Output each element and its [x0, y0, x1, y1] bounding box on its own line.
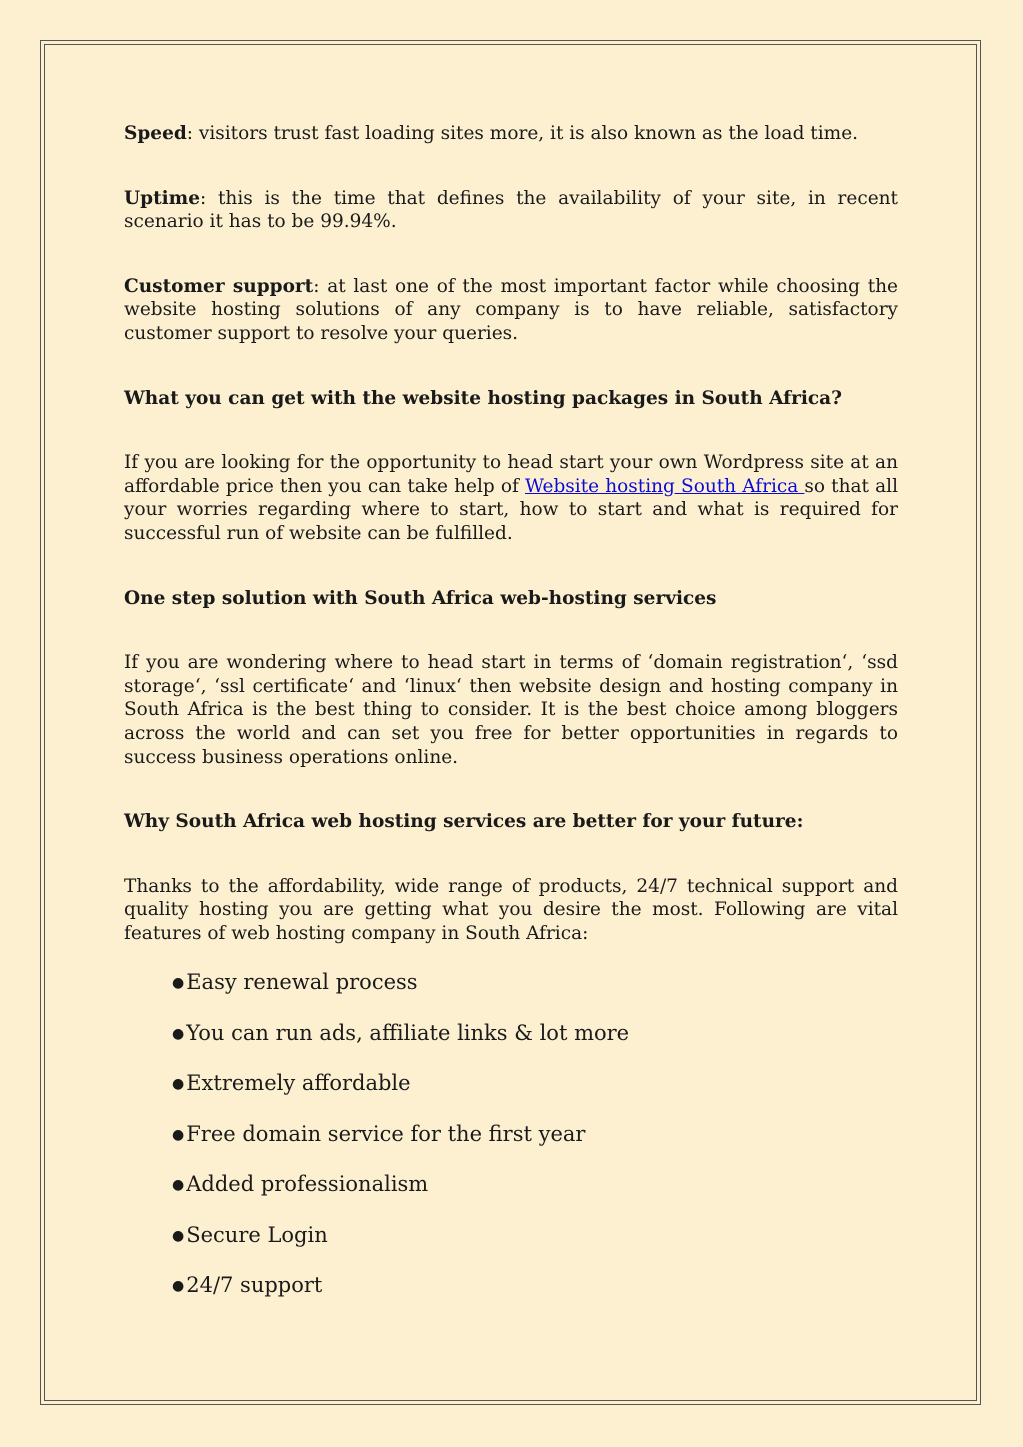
wordpress-text-after: so that all your worries regarding where to start, how to start and what is required for successful run of website can be fulfilled. — [124, 475, 898, 544]
support-paragraph — [124, 275, 898, 346]
support-term: Customer support — [124, 275, 314, 297]
support-text: : at last one of the most important factor while choosing the website hosting solutions of any company is to have reliable, satisfactory customer support to resolve your queries. — [124, 275, 898, 344]
bullet-icon: ● — [172, 1076, 185, 1093]
speed-paragraph — [124, 122, 898, 146]
bullet-icon: ● — [172, 1227, 185, 1244]
feature-list — [172, 969, 898, 1299]
uptime-term: Uptime — [124, 187, 200, 209]
heading-packages: What you can get with the website hosting packages in South Africa? — [124, 387, 842, 409]
heading-one-step: One step solution with South Africa web-hosting services — [124, 587, 717, 609]
bullet-icon: ● — [172, 1126, 185, 1143]
uptime-paragraph — [124, 187, 898, 234]
list-item: ●Added professionalism — [172, 1172, 429, 1197]
list-item: ●Free domain service for the first year — [172, 1121, 586, 1146]
wordpress-paragraph — [124, 451, 898, 545]
domain-paragraph: If you are wondering where to head start in terms of ‘domain registration‘, ‘ssd storage‘, ‘ssl certificate‘ and ‘linux‘ then website design and hosting company in South Africa is the best thing to consider. It is the best choice among bloggers across the world and can set you free for better opportunities in regards to success business operations online. — [124, 652, 898, 768]
document-body — [124, 122, 898, 1323]
list-item: ●You can run ads, affiliate links & lot more — [172, 1020, 630, 1045]
list-item: ●Secure Login — [172, 1222, 328, 1247]
heading-why: Why South Africa web hosting services are better for your future: — [124, 811, 804, 833]
bullet-icon: ● — [172, 1177, 185, 1194]
bullet-icon: ● — [172, 1278, 185, 1295]
website-hosting-link[interactable]: Website hosting South Africa — [525, 475, 805, 497]
uptime-text: : this is the time that defines the availability of your site, in recent scenario it has to be 99.94%. — [124, 187, 898, 233]
bullet-icon: ● — [172, 975, 185, 992]
list-item: ●Easy renewal process — [172, 970, 418, 995]
affordability-paragraph: Thanks to the affordability, wide range of products, 24/7 technical support and quality hosting you are getting what you desire the most. Following are vital features of web hosting company in South Africa: — [124, 875, 898, 944]
speed-term: Speed — [124, 123, 187, 144]
list-item: ●Extremely affordable — [172, 1071, 411, 1096]
bullet-icon: ● — [172, 1025, 185, 1042]
wordpress-text-before: If you are looking for the opportunity to head start your own Wordpress site at an affordable price then you can take help of — [124, 452, 898, 497]
speed-text: : visitors trust fast loading sites more, it is also known as the load time. — [186, 123, 859, 144]
list-item: ●24/7 support — [172, 1273, 323, 1298]
